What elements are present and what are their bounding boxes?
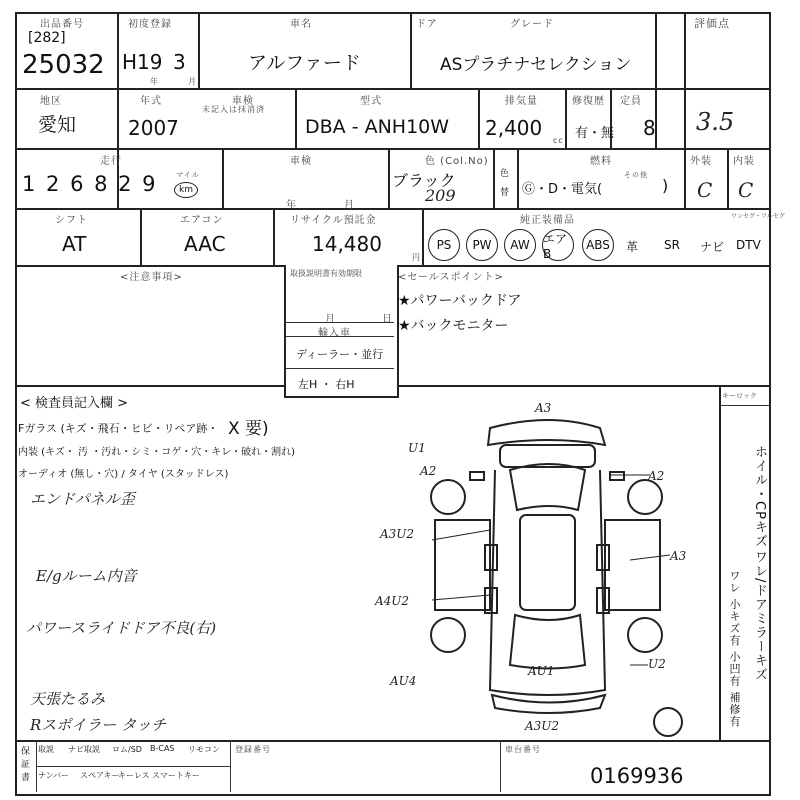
model-year: 2007 <box>128 116 179 140</box>
damage-mark: A3U2 <box>525 719 560 733</box>
damage-mark: U2 <box>648 657 666 671</box>
ac: AAC <box>184 232 226 256</box>
hand-note-2: E/gルーム内音 <box>36 567 137 585</box>
import-label: 輸入車 <box>318 328 351 339</box>
km-unit-circle <box>174 182 198 198</box>
dealer: ディーラー・並行 <box>296 348 384 361</box>
recycle: 14,480 <box>312 232 382 256</box>
damage-mark: A3 <box>535 401 552 415</box>
row-divider <box>15 148 769 150</box>
km-unit: km <box>179 185 193 195</box>
handle: 左H ・ 右H <box>298 378 355 391</box>
capacity: 8 <box>643 116 656 140</box>
manual-divider <box>286 322 394 323</box>
grade-label: グレード <box>510 19 554 30</box>
mirror-left <box>470 472 484 480</box>
bottom-label: B-CAS <box>150 744 175 753</box>
col-divider <box>684 12 686 148</box>
damage-mark: A3 <box>670 549 687 563</box>
side-col-divider <box>719 385 721 740</box>
sales-label: <セールスポイント> <box>398 272 504 283</box>
color-no: 209 <box>425 186 456 205</box>
repair-value: 有・無 <box>575 126 615 141</box>
rear-window <box>510 615 585 669</box>
hand-note-5: Rスポイラー タッチ <box>30 716 167 734</box>
equipment-item: DTV <box>736 238 761 252</box>
equipment-item: AW <box>504 229 536 261</box>
lot-label: 出品番号 <box>40 19 84 30</box>
shaken-label: 車検 <box>290 156 312 167</box>
bottom-divider <box>36 766 230 767</box>
row-divider <box>15 208 769 210</box>
bottom-label: キーレス <box>118 771 150 780</box>
lot-number: 25032 <box>22 50 105 80</box>
roof <box>520 515 575 610</box>
sales-point-2: ★バックモニター <box>398 318 509 334</box>
model-label: 型式 <box>360 96 382 107</box>
manual-label: 取扱説明書有効期限 <box>290 269 362 278</box>
first-reg-era: H19 <box>122 50 163 74</box>
side-text-2: ワレ/ドアミラーキズ <box>752 550 767 682</box>
month-mark: 月 <box>188 77 197 86</box>
wheel-front-left <box>431 480 465 514</box>
damage-mark: AU4 <box>390 674 417 688</box>
bottom-divider <box>500 740 501 792</box>
equipment-item: 革 <box>626 240 639 254</box>
front-bumper <box>488 420 605 445</box>
cc-unit: cc <box>553 136 564 145</box>
glass-line: Fガラス (キズ・飛石・ヒビ・リペア跡・ <box>18 422 219 435</box>
col-divider <box>684 148 686 208</box>
ext-grade: C <box>697 178 713 202</box>
car-name: アルファード <box>248 52 361 74</box>
door-label: ドア <box>416 19 438 30</box>
color-change-label: 色替 <box>498 168 508 206</box>
lot-sub: [282] <box>28 30 66 46</box>
col-divider <box>422 208 424 265</box>
side-right <box>605 520 660 610</box>
year-label: 年式 <box>140 96 162 107</box>
bottom-divider <box>230 740 231 792</box>
hand-note-1: エンドパネル歪 <box>30 490 135 508</box>
yen-unit: 円 <box>412 253 421 262</box>
pointer-line <box>432 595 490 600</box>
year-mark-2: 年 <box>286 200 297 211</box>
wheel-front-right <box>628 480 662 514</box>
notes-label: <注意事項> <box>120 272 183 283</box>
equip-label: 純正装備品 <box>520 215 575 226</box>
fuel-label: 燃料 <box>590 156 612 167</box>
col-divider <box>140 208 142 265</box>
chassis-number: 0169936 <box>590 764 684 788</box>
tv-label: ワンセグ・フルセグ <box>731 213 785 220</box>
body-left <box>490 470 605 695</box>
glass-mark: X 要) <box>228 419 269 439</box>
mirror-right <box>610 472 624 480</box>
side-col-divider <box>719 405 769 406</box>
damage-mark: A4U2 <box>375 594 410 608</box>
color-label: 色 (Col.No) <box>425 156 489 167</box>
ext-label: 外装 <box>690 156 712 167</box>
col-divider <box>295 88 297 148</box>
damage-mark: A2 <box>648 469 665 483</box>
capacity-label: 定員 <box>620 96 642 107</box>
side-left <box>435 520 490 610</box>
col-divider <box>478 88 480 148</box>
mile-unit: マイル <box>176 171 200 179</box>
displacement: 2,400 <box>485 116 543 140</box>
bottom-divider <box>15 740 769 742</box>
reg-label: 登録番号 <box>235 745 271 754</box>
bottom-label: ナビ取説 <box>68 745 100 754</box>
shift: AT <box>62 232 87 256</box>
int-grade: C <box>738 178 754 202</box>
audio-line: オーディオ (無し・穴) / タイヤ (スタッドレス) <box>18 469 229 480</box>
manual-month: 月 <box>325 314 336 325</box>
fuel-close: ) <box>662 176 669 195</box>
col-divider <box>727 148 729 208</box>
mileage-label: 走行 <box>100 156 122 167</box>
fuel-options: Ⓖ・D・電気( <box>522 182 603 197</box>
inspector-label: < 検査員記入欄 > <box>20 396 129 411</box>
inspection-sub: 未記入は抹消済 <box>202 105 265 114</box>
hand-note-4: 天張たるみ <box>30 690 106 708</box>
manual-divider <box>286 368 394 369</box>
damage-mark: AU1 <box>528 664 555 678</box>
equipment-item: エアB <box>542 229 574 261</box>
col-divider <box>222 148 224 208</box>
inspection-label: 車検 <box>232 96 254 107</box>
equipment-item: ABS <box>582 229 614 261</box>
int-label: 内装 <box>733 156 755 167</box>
origin-label: 地区 <box>40 96 62 107</box>
first-reg-month: 3 <box>173 50 186 74</box>
ac-label: エアコン <box>180 215 224 226</box>
equipment-item: PW <box>466 229 498 261</box>
year-mark: 年 <box>150 77 159 86</box>
sales-point-1: ★パワーバックドア <box>398 293 522 309</box>
wheel-rear-right <box>628 618 662 652</box>
windshield <box>510 464 585 510</box>
score: 3.5 <box>696 108 735 136</box>
equipment-item: SR <box>664 238 680 252</box>
car-diagram <box>375 400 700 740</box>
damage-mark: A2 <box>420 464 437 478</box>
origin: 愛知 <box>38 114 77 136</box>
lock-label: キーロック <box>722 392 757 400</box>
color: ブラック <box>392 171 456 190</box>
diagram-mark-group <box>374 401 687 733</box>
col-divider <box>388 148 390 208</box>
col-divider <box>493 148 495 208</box>
rear-bumper <box>492 695 605 713</box>
hand-note-3: パワースライドドア不良(右) <box>26 619 217 637</box>
side-text-3: ワレ 小キズ有 小凹有 補修有 <box>728 570 741 728</box>
col-divider <box>565 88 567 148</box>
recycle-label: リサイクル預託金 <box>290 215 377 226</box>
bottom-label: スマートキー <box>152 771 200 780</box>
fuel-other: その他 <box>624 171 648 179</box>
chassis-label: 車台番号 <box>505 745 541 754</box>
bottom-label: リモコン <box>188 745 220 754</box>
interior-line: 内装 (キズ・ 汚 ・汚れ・シミ・コゲ・穴・キレ・破れ・割れ) <box>18 447 296 458</box>
equipment-item: PS <box>428 229 460 261</box>
eval-label: 評価点 <box>694 17 730 30</box>
equipment-item: ナビ <box>700 240 725 254</box>
damage-mark: U1 <box>408 441 426 455</box>
wheel-rear-left <box>431 618 465 652</box>
bottom-label: ナンバー <box>38 771 70 780</box>
bottom-label: スペアキー <box>80 771 120 780</box>
bottom-side-label: 保証書 <box>19 746 29 785</box>
spare-tire <box>654 708 682 736</box>
pointer-line <box>432 530 490 540</box>
month-mark-2: 月 <box>344 200 355 211</box>
car-name-label: 車名 <box>290 19 312 30</box>
bottom-label: ロム/SD <box>112 745 142 754</box>
col-divider <box>517 148 519 208</box>
shift-label: シフト <box>55 215 88 226</box>
repair-label: 修復歴 <box>572 96 605 107</box>
mileage: 1 2 6 8 2 9 <box>22 172 158 196</box>
side-text-1: ホイル・CPキズ <box>752 445 767 548</box>
model-code: DBA - ANH10W <box>305 116 450 138</box>
bottom-label: 取説 <box>38 745 54 754</box>
col-divider <box>198 12 200 88</box>
col-divider <box>273 208 275 265</box>
manual-divider <box>286 336 394 337</box>
first-reg-label: 初度登録 <box>128 19 172 30</box>
displacement-label: 排気量 <box>505 96 538 107</box>
manual-day: 日 <box>382 314 393 325</box>
col-divider <box>410 12 412 88</box>
pointer-line <box>630 555 670 560</box>
damage-mark: A3U2 <box>380 527 415 541</box>
grade: ASプラチナセレクション <box>440 55 632 75</box>
